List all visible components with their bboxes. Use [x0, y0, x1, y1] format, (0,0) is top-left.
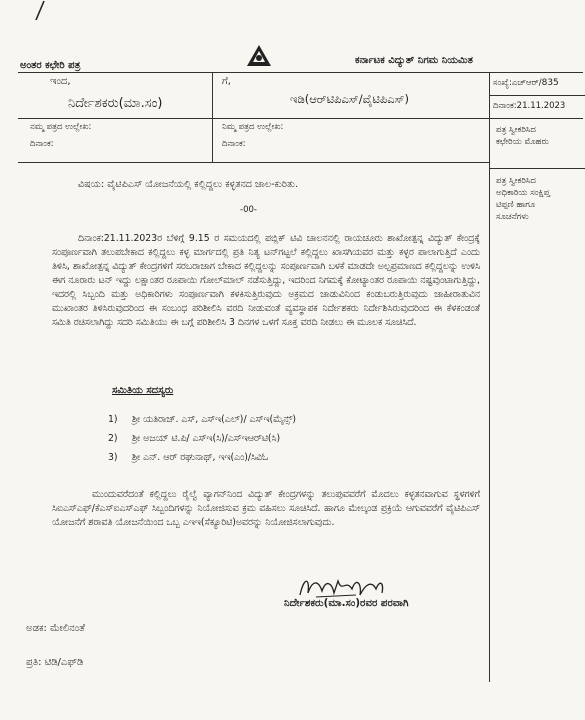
member-number: 2) [108, 433, 118, 444]
subject-line: ವಿಷಯ: ವೈಟಿಪಿಎಸ್ ಯೋಜನೆಯಲ್ಲಿ ಕಲ್ಲಿದ್ದಲು ಕಳ್ಳತನದ ಜಾಲ-ಕುರಿತು. [78, 179, 299, 190]
our-date-label: ದಿನಾಂಕ: [30, 139, 54, 149]
received-seal-label: ಪತ್ರ ಸ್ವೀಕರಿಸಿದ ಕಛೇರಿಯ ಮೊಹರು [496, 125, 549, 147]
kpcl-emblem-icon [246, 44, 272, 68]
header-right-title: ಕರ್ನಾಟಕ ವಿದ್ಯುತ್ ನಿಗಮ ನಿಯಮಿತ [355, 55, 473, 66]
member-name: ಶ್ರೀ ಎನ್. ಆರ್ ರಘುನಾಥ್, ಇಇ(ಎಂ)/ಸಿವಿಓ [132, 452, 269, 463]
your-ref-label: ನಿಮ್ಮ ಪತ್ರದ ಉಲ್ಲೇಖ: [222, 122, 284, 132]
separator: -00- [240, 205, 257, 215]
copy-to: ಪ್ರತಿ: ಟಿಡಿ/ಎಫ್‌ಡಿ [26, 657, 84, 668]
committee-member [108, 414, 296, 425]
paragraph-2: ಮುಂದುವರೆದಂತೆ ಕಲ್ಲಿದ್ದಲು ರೈಲ್ವೆ ವ್ಯಾಗನ್‌ನಿಂದ ವಿದ್ಯುತ್ ಕೇಂದ್ರಗಳನ್ನು ತಲುಪುವವರೆಗೆ ಮೊದಲು ಕಳ್ಳತನವಾಗುವ ಸ್ಥಳಗಳಿಗೆ ಸಿಐಎಸ್‌ಎಫ್/ಕೆಎಸ್‌ಐಎಸ್‌ಎಫ್ ಸಿಬ್ಬಂದಿಗಳನ್ನು ನಿಯೋಜಿಸುವ ಕ್ರಮ ವಹಿಸಲು ಸೂಚಿಸಿದೆ. ಹಾಗೂ ಮೇಲ್ಕಂಡ ಪ್ರಕ್ರಿಯೆ ಆಗುವವರೆಗೆ ವೈಟಿಪಿಎಸ್ ಯೋಜನೆಗೆ ಶರಾವತಿ ಯೋಜನೆಯಿಂದ ಒಬ್ಬ ಎಇಇ(ಸೆಕ್ಯೂರಿಟಿ)ಅವರನ್ನು ನಿಯೋಜಿಸಲಾಗುವುದು. [52, 489, 480, 528]
committee-member [108, 452, 268, 463]
pen-mark [28, 0, 48, 22]
committee-member [108, 433, 280, 444]
letter-date: ದಿನಾಂಕ:21.11.2023 [493, 101, 566, 111]
to-value: ಇಡಿ(ಆರ್‌ಟಿಪಿಎಸ್/ವೈಟಿಪಿಎಸ್) [290, 92, 409, 106]
committee-heading: ಸಮಿತಿಯ ಸದಸ್ಯರು [112, 385, 174, 396]
letter-number-prefix: ಸಂಖ್ಯೆ:ಎಚ್‌ಆರ್/ [493, 78, 542, 88]
paragraph-1: ದಿನಾಂಕ:21.11.2023ರ ಬೆಳಿಗ್ಗೆ 9.15 ರ ಸಮಯದಲ್ಲಿ ಪಬ್ಲಿಕ್ ಟಿವಿ ಚಾಲನನಲ್ಲಿ ರಾಯಚೂರು ಶಾಖೋತ್ಪನ್ನ ವಿದ್ಯುತ್ ಕೇಂದ್ರಕ್ಕೆ ಸಂಪೂರ್ಣವಾಗಿ ತಲುಪಬೇಕಾದ ಕಲ್ಲಿದ್ದಲು ಕಳ್ಳ ಮಾರ್ಗದಲ್ಲಿ ಪ್ರತಿ ನಿತ್ಯ ಟನ್‌ಗಟ್ಟಲೆ ಕಲ್ಲಿದ್ದಲು ಖಾಸಗಿಯವರ ಮತ್ತು ಕಳ್ಳರ ಪಾಲಾಗುತ್ತಿದೆ ಎಂದು ತಿಳಿಸಿ, ಶಾಖೋತ್ಪನ್ನ ವಿದ್ಯುತ್ ಕೇಂದ್ರಗಳಿಗೆ ಸರಬರಾಜಾಗ ಬೇಕಾದ ಕಲ್ಲಿದ್ದಲನ್ನು ಸಂಪೂರ್ಣವಾಗಿ ಬಳಕೆ ಮಾಡದೇ ಅಲ್ಪಪ್ರಮಾಣದ ಕಲ್ಲಿದ್ದಲನ್ನು ಉಳಿಸಿ ಈಗ ನೂರಾರು ಟನ್ ಇದ್ದು ಲಕ್ಷಾಂತರ ರೂಪಾಯಿ ಗೋಲ್‌ಮಾಲ್ ನಡೆಸುತ್ತಿದ್ದು, ಇದರಿಂದ ನಿಗಮಕ್ಕೆ ಕೋಟ್ಯಾಂತರ ರೂಪಾಯಿ ನಷ್ಟವುಂಟಾಗುತ್ತಿದ್ದು, ಇದರಲ್ಲಿ ಸಿಬ್ಬಂದಿ ಮತ್ತು ಅಧಿಕಾರಿಗಳು ಸಂಪೂರ್ಣವಾಗಿ ಕಳಕಿಸುತ್ತಿರುವುದು ಅಕ್ರಮದ ಜಾಡುವಿನಿಂದ ಕಂಡುಬರುತ್ತಿರುವುದು ಜಾಹೀರಾತುವಿನ ಮುಖಾಂತರ ತಿಳಿಸಿರುವುದರಿಂದ ಈ ಸಂಬಂಧ ಪರಿಶೀಲಿಸಿ ವರದಿ ನೀಡುವಂತೆ ವ್ಯವಸ್ಥಾಪಕ ನಿರ್ದೇಶಕರು ನಿರ್ದೇಶಿಸಿರುವುದರಿಂದ ಈ ಕೆಳಕಂಡಂತೆ ಸಮಿತಿ ರಚಿಸಲಾಗಿದ್ದು ಸದರಿ ಸಮಿತಿಯು ಈ ಬಗ್ಗೆ ಪರಿಶೀಲಿಸಿ 3 ದಿನಗಳ ಒಳಗೆ ಸೂಕ್ತ ವರದಿ ನೀಡಲು ಈ ಮೂಲಕ ಸೂಚಿಸಿದೆ. [52, 233, 480, 328]
your-date-label: ದಿನಾಂಕ: [222, 139, 246, 149]
member-name: ಶ್ರೀ ಯತಿರಾಜ್. ಎಸ್, ಎಸ್‌ಇ(ಎಲ್)/ ಎಸ್‌ಇ(ಮೈನ್ಸ್) [132, 414, 296, 425]
enclosure: ಅಡಕ: ಮೇಲಿನಂತೆ [26, 623, 85, 634]
to-label: ಗೆ, [222, 76, 231, 87]
header-left-title: ಅಂತರ ಕಛೇರಿ ಪತ್ರ [20, 60, 81, 71]
letter-number-label [493, 78, 559, 88]
officer-note-label: ಪತ್ರ ಸ್ವೀಕರಿಸಿದ ಅಧಿಕಾರಿಯ ಸಂಕ್ಷಿಪ್ತ ಟಿಪ್ಪಣಿ ಹಾಗೂ ಸೂಚನೆಗಳು [496, 176, 550, 222]
handwritten-signature [296, 573, 388, 601]
from-label: ಇಂದ, [50, 76, 71, 87]
letter-number-handwritten: 835 [541, 78, 559, 88]
member-name: ಶ್ರೀ ಅಜಯ್ ಟಿ.ಪಿ/ ಎಸ್‌ಇ(ಸಿ)/ಎಸ್‌ಇಆರ್‌ಟಿ(ಸಿ) [132, 433, 281, 444]
signature-text: ನಿರ್ದೇಶಕರು(ಮಾ.ಸಂ)ರವರ ಪರವಾಗಿ [284, 598, 409, 609]
our-ref-label: ನಮ್ಮ ಪತ್ರದ ಉಲ್ಲೇಖ: [30, 122, 92, 132]
member-number: 3) [108, 452, 118, 463]
from-value: ನಿರ್ದೇಶಕರು(ಮಾ.ಸಂ) [68, 96, 163, 111]
member-number: 1) [108, 414, 118, 425]
